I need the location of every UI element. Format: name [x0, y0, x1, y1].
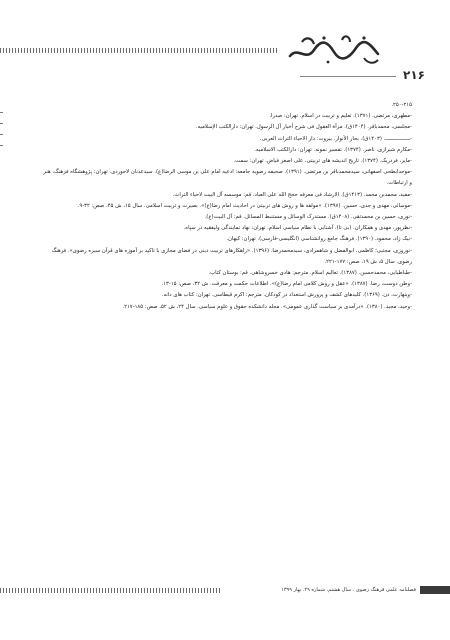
margin-mark: [0, 112, 3, 113]
footer-journal-info: فصلنامه علمی فرهنگ رضوی . سال هشتم. شماره ۲۹. بهار ۱۳۹۹: [281, 587, 416, 593]
reference-item: -وحید، مجید. (۱۳۸۰). «درآمدی بر سیاست گذاری عمومی». مجله دانشکده حقوق و علوم سیاسی. سال ۲۴، ش ۵۲، صص: ۱۸۵-۲۱۷.: [122, 303, 412, 310]
reference-item: -وطن دوست، رضا. (۱۳۸۷). «عقل و روش کلامی امام رضا(ع)». اطلاعات حکمت و معرفت. ش ۳۲، صص: ۱۵-۱۳.: [161, 281, 412, 288]
reference-item: -وینهارت، دن. (۱۳۶۹). کلیدهای کشف و پرورش استعداد در کودکان. مترجم: اکرم قیطاسی. تهران: کتاب های دانه.: [161, 292, 412, 299]
reference-item: -ــــــــــــــــ. (۱۴۰۳ق). بحار الأنوار. بیروت: دار الاحیاء التراث العربی.: [259, 135, 412, 142]
reference-item: -مجلسی، محمدباقر. (۱۴۰۴ق). مرآة العقول فی شرح أخبار آل الرسول. تهران: دارالکتب الإسلامیه.: [195, 124, 412, 131]
page-number: ۲۱۶: [397, 68, 431, 82]
reference-item: -مطهری، مرتضی. (۱۳۷۱). تعلیم و تربیت در اسلام. تهران: صدرا.: [269, 113, 412, 120]
reference-item: -نوروزی، مجتبی؛ کاظمی، ابوالفضل و شاهمرادی، سیدمحمدرضا. (۱۳۹۶). «راهکارهای تربیت دینی در فضای مجازی با تاکید بر آموزه های قرآن سیره رضوی». فرهنگ رضوی. سال ۵، ش ۱۹، صص: ۱۷۷-۲۲۱.: [51, 247, 412, 265]
header-rule: [0, 48, 278, 53]
reference-item: -نیک زاد، محمود. (۱۳۹۰). فرهنگ جامع روانشناسی (انگلیسی-فارسی). تهران: کیهان.: [226, 236, 412, 243]
reference-item: -نظرپور، مهدی و همکاران. (بی تا). آشنایی با نظام سیاسی اسلام. تهران: نهاد نمایندگی ولیفقیه در سپاه.: [183, 225, 412, 232]
reference-item: -مایر، فردریک. (۱۳۷۴). تاریخ اندیشه های تربیتی، علی اصغر فیاض. تهران: سمت.: [233, 158, 412, 165]
footer-accent-bar: [420, 586, 450, 594]
header-underline: [300, 76, 396, 77]
reference-item: -مفید، محمدبن محمد. (۱۴۱۳ق). الارشاد فی معرفه حجج الله علی العباد. قم: موسسه آل البیت لاحیاء التراث.: [172, 191, 412, 198]
reference-item: -نوری، حسین بن محمدتقی. (۱۴۰۸ق). مستدرک الوسائل و مستنبط المسائل. قم: آل البیت(ع).: [204, 214, 412, 221]
reference-item: -طباطبایی، محمدحسین. (۱۳۸۷). تعالیم اسلام. مترجم: هادی خسروشاهی. قم: بوستان کتاب.: [208, 270, 412, 277]
margin-mark: [0, 123, 3, 124]
reference-item: -موحدابطحی اصفهانی، سیدمحمدباقر بن مرتضی. (۱۳۹۱). صحیفه رضویه جامعه: ادعیه امام علی بن موسی الرضا(ع). سیدعدنان لاجوردی. تهران: پژوهشگاه فرهنگ، هنر و ارتباطات.: [43, 169, 412, 187]
reference-item: -موسائی، مهدی و جدی، حسین. (۱۳۹۷). «مولفه ها و روش های تربیتی در احادیث امام رضا(ع)». بصیرت و تربیت اسلامی. سال ۱۵، ش ۴۵، صص: ۳۲-۹.: [77, 202, 412, 209]
margin-mark: [0, 134, 3, 135]
references-list: [40, 100, 412, 313]
footer-rule: [0, 588, 222, 593]
reference-item: -مکارم شیرازی، ناصر. (۱۳۷۴). تفسیر نمونه. تهران: دارالکتب الاسلامیه.: [254, 146, 412, 153]
journal-logo: [284, 30, 384, 70]
margin-mark: [0, 145, 3, 146]
reference-item: ۲۵۰-۲۱۵.: [391, 102, 412, 108]
